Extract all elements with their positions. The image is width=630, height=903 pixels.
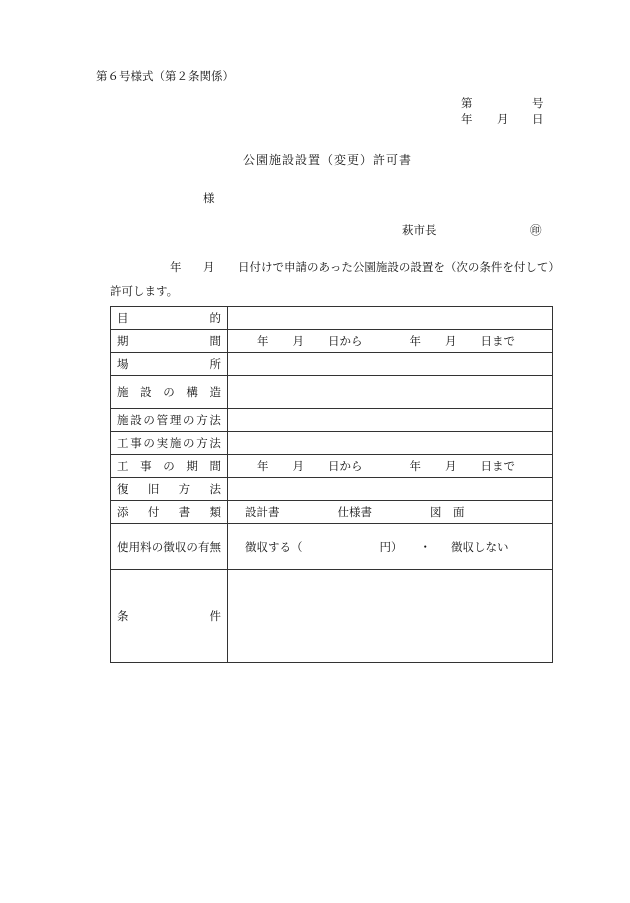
row-conditions [111,570,553,663]
label-char: 間 [209,334,221,348]
label-char: 期 [186,459,198,473]
attachment-drawing: 図 面 [430,505,465,519]
label-char: 条 [117,609,129,623]
cperiod-start-month: 月 [292,459,304,473]
cperiod-start-year: 年 [257,459,269,473]
label-char: 法 [209,413,221,427]
label-fee [111,524,228,570]
value-period[interactable] [228,330,553,353]
label-char: 用 [128,539,141,554]
form-number: 第６号様式（第２条関係） [96,69,234,83]
label-construction-method [111,432,228,455]
row-attachments [111,501,553,524]
label-char: 実 [156,436,169,450]
addressee-suffix: 様 [203,191,215,205]
label-char: の [143,436,155,450]
label-char: 添 [117,505,129,519]
cperiod-end-month: 月 [445,459,457,473]
label-char: 施 [117,385,129,399]
label-char: 構 [186,385,198,399]
label-char: 料 [140,539,152,554]
period-end-day: 日まで [480,334,515,348]
label-char: の [183,413,195,427]
date-year: 年 [461,112,473,126]
value-attachments [228,501,553,524]
value-purpose[interactable] [228,307,553,330]
label-char: の [163,459,175,473]
label-management [111,409,228,432]
label-char: の [183,436,195,450]
label-conditions [111,570,228,663]
body-year: 年 [170,260,182,274]
label-char: 復 [117,482,129,496]
label-period [111,330,228,353]
fee-collect-option[interactable]: 徴収する（ [245,539,303,554]
label-char: 設 [130,413,142,427]
label-char: 施 [169,436,182,450]
period-start-month: 月 [292,334,304,348]
label-purpose [111,307,228,330]
label-char: 造 [209,385,221,399]
label-char: 所 [209,357,221,371]
label-structure [111,376,228,409]
label-location [111,353,228,376]
row-construction-method [111,432,553,455]
label-char: 工 [117,459,129,473]
cperiod-end-day: 日まで [480,459,515,473]
value-fee [228,524,553,570]
label-char: 法 [209,482,221,496]
period-start-year: 年 [257,334,269,348]
label-char: 設 [140,385,152,399]
label-char: 件 [209,609,221,623]
cperiod-end-year: 年 [409,459,421,473]
row-period [111,330,553,353]
value-restoration[interactable] [228,478,553,501]
label-char: 類 [209,505,221,519]
label-char: 工 [117,436,129,450]
permit-table [110,306,553,663]
doc-no-prefix: 第 [461,96,473,110]
label-purpose-text [117,310,221,326]
label-char: 徴 [163,539,175,554]
document-title: 公園施設設置（変更）許可書 [243,153,413,167]
label-char: 使 [117,539,129,554]
label-char: の [163,385,175,399]
label-char: 場 [117,357,129,371]
value-construction-method[interactable] [228,432,553,455]
row-fee [111,524,553,570]
cperiod-start-day: 日から [328,459,363,473]
label-char: 方 [196,413,208,427]
row-location [111,353,553,376]
label-char: 方 [178,482,191,496]
row-structure [111,376,553,409]
value-conditions[interactable] [228,570,553,663]
attachment-spec: 仕様書 [337,505,372,519]
value-management[interactable] [228,409,553,432]
fee-yen-close: 円） [379,539,403,554]
label-char: 間 [209,459,221,473]
label-char: 付 [147,505,160,519]
label-char: 無 [209,539,221,554]
body-text-line1: 日付けで申請のあった公園施設の設置を（次の条件を付して） [238,260,560,274]
label-char: の [186,539,198,554]
label-char: 方 [196,436,208,450]
label-char: 書 [178,505,191,519]
label-char: 管 [156,413,169,427]
value-location[interactable] [228,353,553,376]
row-purpose [111,307,553,330]
label-char: 有 [197,539,210,554]
label-char: 期 [117,334,129,348]
label-char: 事 [140,459,152,473]
date-month: 月 [497,112,509,126]
date-day: 日 [532,112,544,126]
row-management [111,409,553,432]
label-char: の [143,413,155,427]
period-end-year: 年 [409,334,421,348]
body-text-line2: 許可します。 [110,284,179,298]
period-end-month: 月 [445,334,457,348]
seal-mark: ㊞ [530,223,542,237]
row-construction-period [111,455,553,478]
label-char: 法 [209,436,221,450]
label-attachments [111,501,228,524]
label-char: 理 [169,413,182,427]
label-char: 的 [209,311,221,325]
label-char: 施 [117,413,129,427]
label-char: 旧 [147,482,160,496]
attachment-design: 設計書 [245,505,280,519]
value-construction-period[interactable] [228,455,553,478]
doc-no-suffix: 号 [532,96,544,110]
fee-separator: ・ [419,539,431,554]
label-char: の [151,539,164,554]
row-restoration [111,478,553,501]
fee-no-option[interactable]: 徴収しない [451,539,509,554]
period-start-day: 日から [328,334,363,348]
issuer-name: 萩市長 [402,223,437,237]
label-construction-period [111,455,228,478]
label-char: 収 [174,539,187,554]
label-char: 事 [130,436,142,450]
label-restoration [111,478,228,501]
value-structure[interactable] [228,376,553,409]
label-char: 目 [117,311,129,325]
body-month: 月 [203,260,215,274]
